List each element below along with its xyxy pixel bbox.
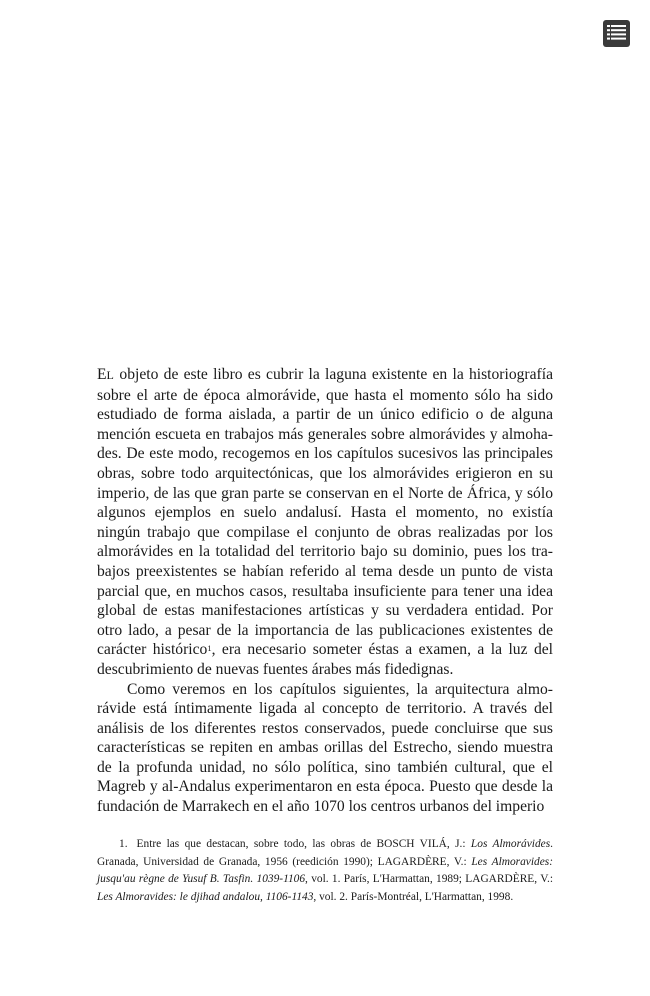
footnote-number: 1. [119, 838, 128, 850]
dropcap-rest: L [106, 368, 115, 382]
menu-button[interactable] [603, 20, 630, 47]
footnote-part-1: Entre las que destacan, sobre todo, las obras de BOSCH VILÁ, J.: [136, 838, 471, 850]
paragraph-1-text: objeto de este libro es cubrir la laguna existente en la historiografía sobre el arte de época almorávide, que hasta el momento sólo ha sido estudiado de forma aislada, a partir de un único edificio o de alguna mención escueta en trabajos más generales sobre almorávides y almohades. De este modo, recogemos en los capítulos sucesivos las principales obras, sobre todo arquitectónicas, que los almorávides erigieron en su imperio, de las que gran parte se conservan en el Norte de África, y sólo algunos ejemplos en suelo andalusí. Hasta el momento, no existía ningún trabajo que compilase el conjunto de obras realizadas por los almorávides en la totalidad del territorio bajo su dominio, pues los trabajos preexistentes se habían referido al tema desde un punto de vista parcial que, en muchos casos, resultaba insuficiente para tener una idea global de estas manifestaciones artísticas y su verdadera entidad. Por otro lado, a pesar de la importancia de las publicaciones existentes de carácter histórico [97, 366, 553, 659]
footnote-part-2: . Granada, Universidad de Granada, 1956 (reedición 1990); LAGARDÈRE, V.: [97, 838, 553, 868]
body-text [97, 365, 553, 817]
footnote-title-1: Los Almorávides [470, 838, 551, 850]
footnote-title-2: Les Almoravides: jusqu'au règne de Yusuf B. Tasfin. 1039-1106 [97, 855, 553, 885]
paragraph-1 [97, 365, 553, 680]
footnote-part-3: , vol. 1. París, L'Harmattan, 1989; LAGARDÈRE, V.: [305, 873, 553, 885]
list-menu-icon [607, 24, 626, 43]
footnote-title-3: Les Almoravides: le djihad andalou, 1106-1143 [97, 890, 314, 903]
footnote [97, 836, 553, 906]
paragraph-1-text-after: , era necesario someter éstas a examen, a la luz del descubrimiento de nuevas fuentes árabes más fidedignas. [97, 641, 553, 678]
footnote-reference[interactable]: 1 [207, 643, 212, 654]
paragraph-2: Como veremos en los capítulos siguientes, la arquitectura almorávide está íntimamente ligada al concepto de territorio. A través del análisis de los diferentes restos conservados, puede concluirse que sus características se repiten en ambas orillas del Estrecho, siendo muestra de la profunda unidad, no sólo política, sino también cultural, que el Magreb y al-Andalus experimentaron en esta época. Puesto que desde la fundación de Marrakech en el año 1070 los centros urbanos del imperio [97, 680, 553, 816]
dropcap-first: E [97, 366, 107, 383]
footnote-part-4: , vol. 2. París-Montréal, L'Harmattan, 1998. [313, 890, 514, 903]
